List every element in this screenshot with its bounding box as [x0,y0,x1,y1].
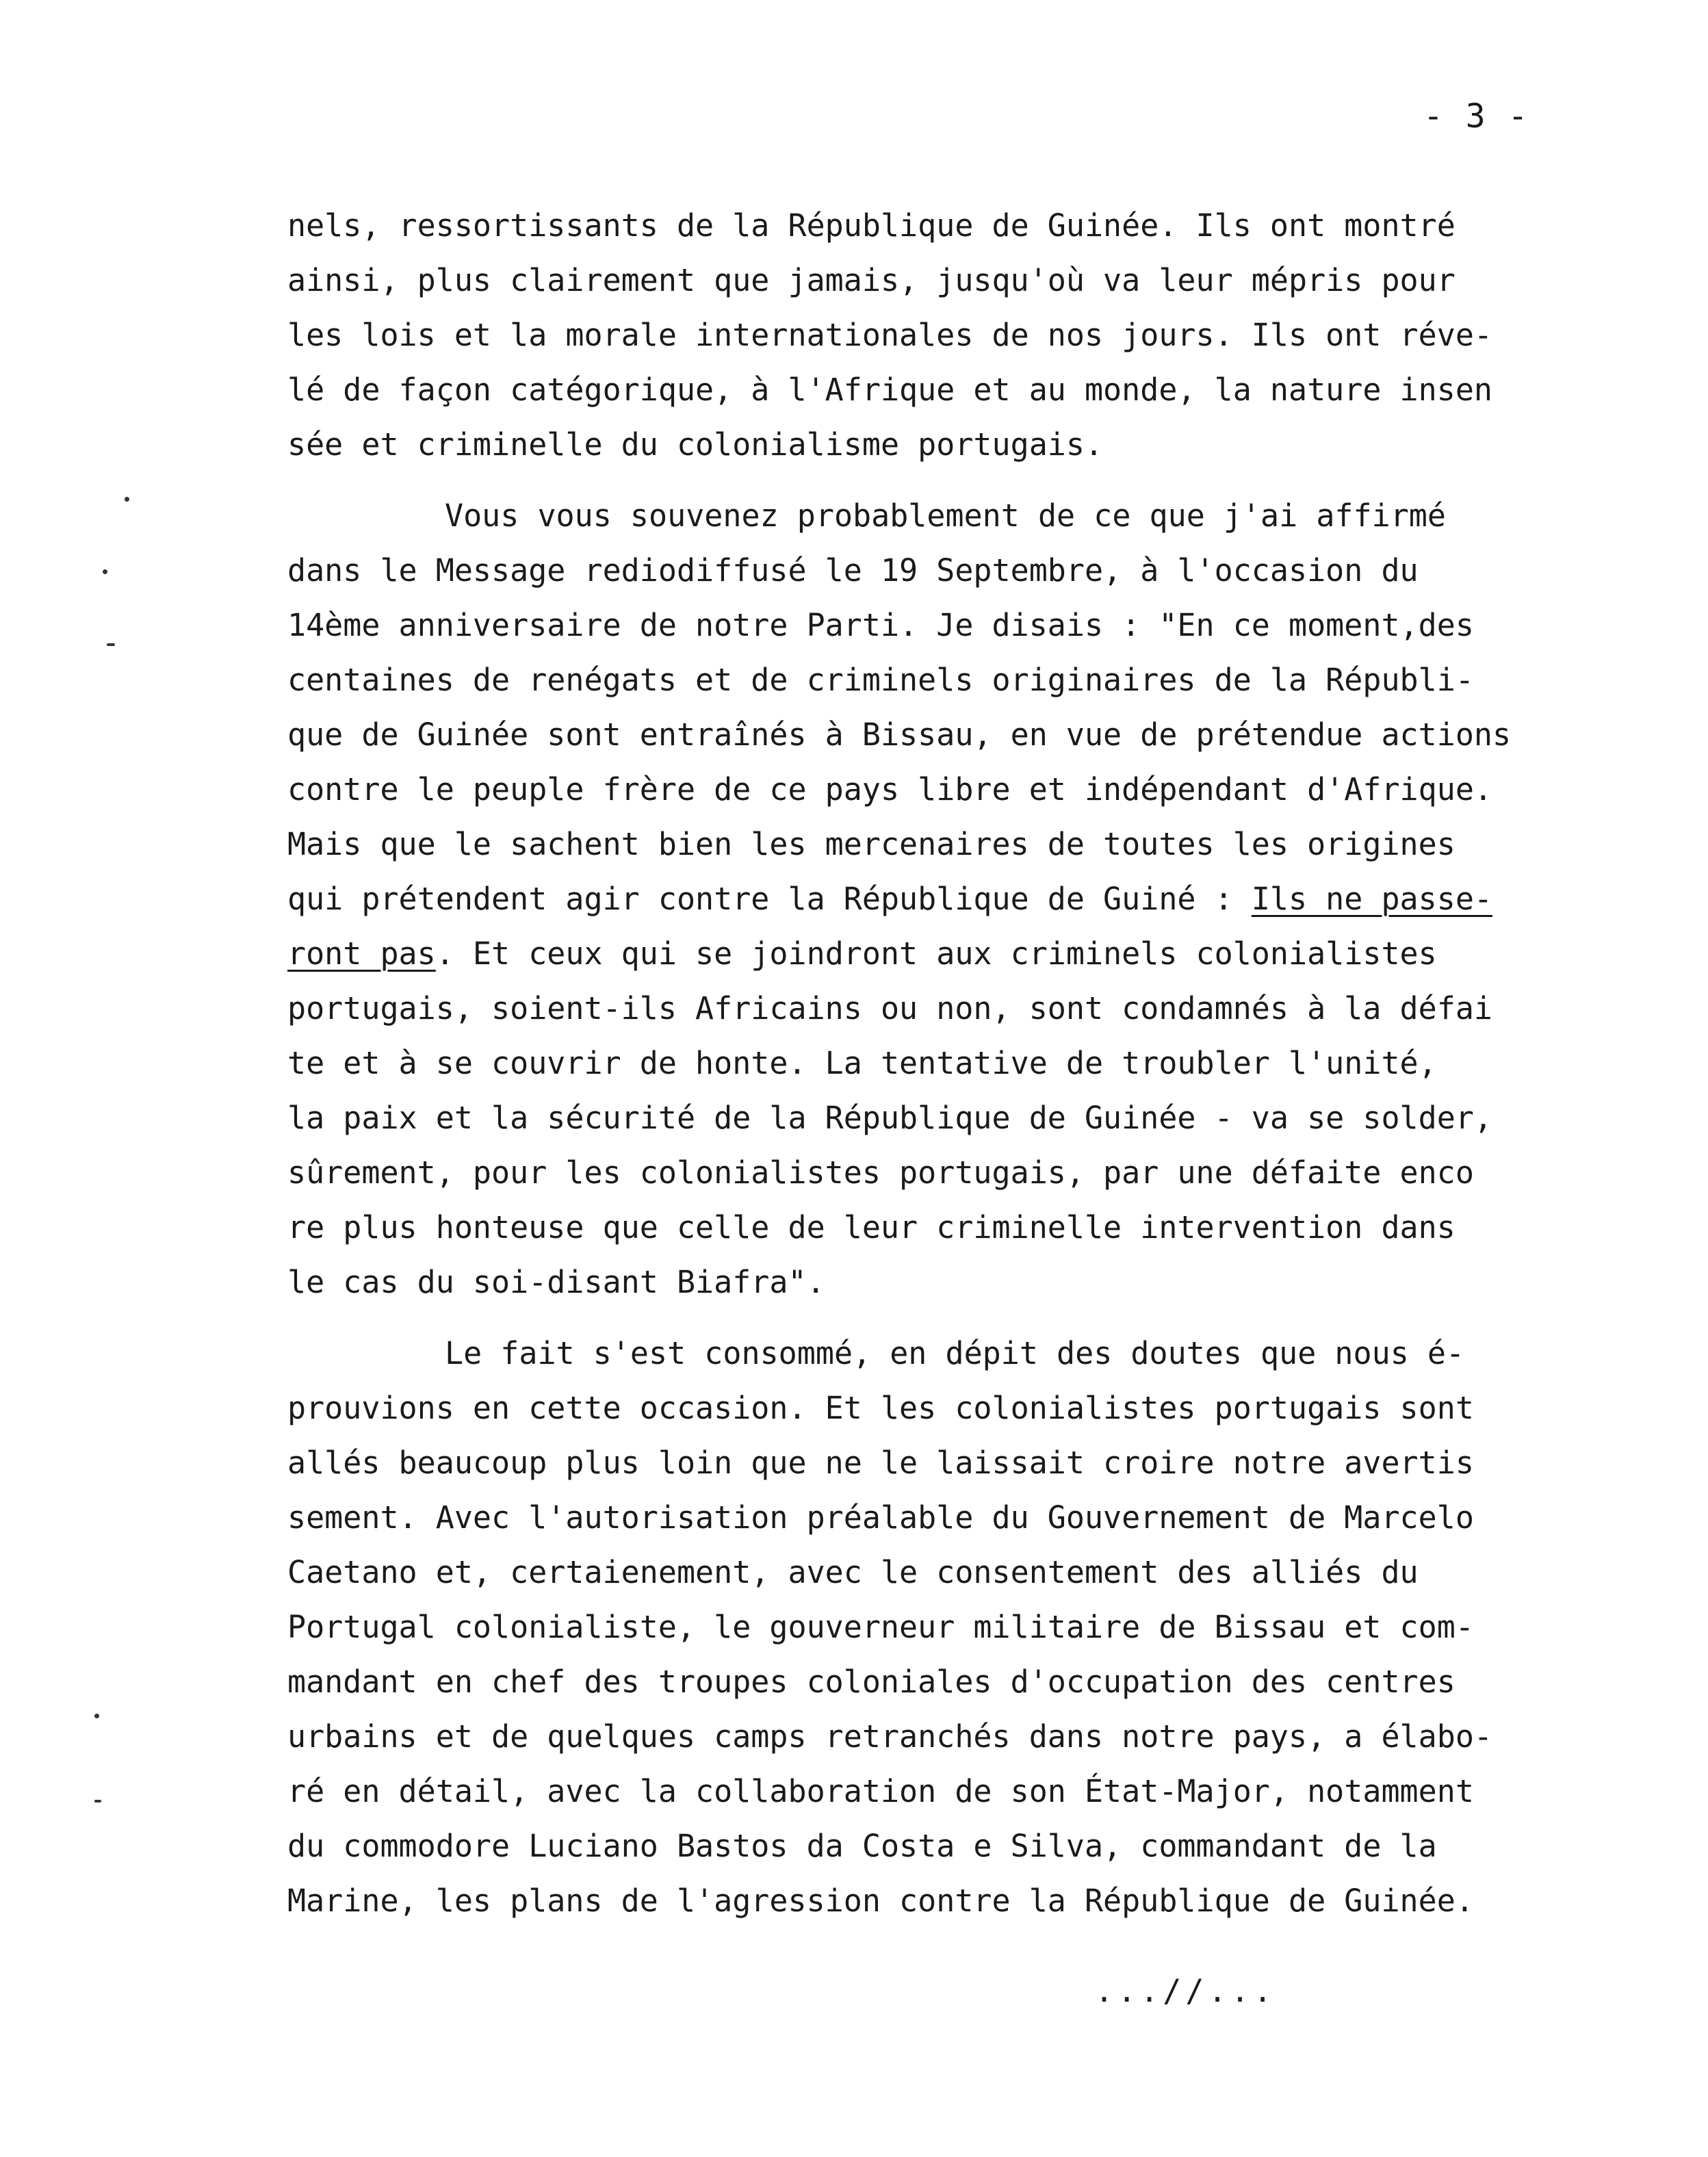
underlined-phrase: Ils ne passe- [1251,881,1493,917]
margin-speck [107,643,115,646]
text-line-with-underline: qui prétendent agir contre la République de Guiné : Ils ne passe- [287,881,1493,917]
text-line: mandant en chef des troupes coloniales d'occupation des centres [287,1664,1455,1700]
continuation-marker: ...//... [1095,1973,1276,2009]
paragraph-spacer [287,1310,1629,1326]
text-line: Vous vous souvenez probablement de ce que j'ai affirmé [445,498,1446,534]
text-line: ainsi, plus clairement que jamais, jusqu'où va leur mépris pour [287,262,1455,298]
text-line: ré en détail, avec la collaboration de son État-Major, notamment [287,1773,1474,1809]
text-line: 14ème anniversaire de notre Parti. Je disais : "En ce moment,des [287,607,1474,643]
text-line: Caetano et, certaienement, avec le consentement des alliés du [287,1554,1419,1590]
paragraph-3 [287,1326,1629,1928]
margin-speck [94,1800,101,1803]
margin-speck [125,497,129,502]
paragraph-2 [287,489,1629,1310]
text-line: urbains et de quelques camps retranchés dans notre pays, a élabo- [287,1718,1492,1755]
paragraph-spacer [287,472,1629,489]
text-line: sûrement, pour les colonialistes portugais, par une défaite enco [287,1154,1474,1191]
text-line: les lois et la morale internationales de nos jours. Ils ont réve- [287,317,1492,353]
margin-speck [103,569,107,574]
text-line: Marine, les plans de l'agression contre la République de Guinée. [287,1883,1474,1919]
text-line: la paix et la sécurité de la République de Guinée - va se solder, [287,1100,1492,1136]
text-line: Le fait s'est consommé, en dépit des doutes que nous é- [445,1335,1465,1371]
text-line: sée et criminelle du colonialisme portugais. [287,426,1104,463]
text-line: centaines de renégats et de criminels originaires de la Républi- [287,662,1474,698]
text-line: dans le Message rediodiffusé le 19 Septembre, à l'occasion du [287,552,1419,589]
text-line: le cas du soi-disant Biafra". [287,1264,825,1300]
text-line-with-underline: ront pas. Et ceux qui se joindront aux criminels colonialistes [287,935,1437,972]
text-line: re plus honteuse que celle de leur criminelle intervention dans [287,1209,1455,1245]
margin-speck [94,1714,99,1718]
page-number: - 3 - [1423,97,1529,135]
text-line: Mais que le sachent bien les mercenaires de toutes les origines [287,826,1455,862]
text-line: lé de façon catégorique, à l'Afrique et au monde, la nature insen [287,372,1492,408]
text-line: sement. Avec l'autorisation préalable du Gouvernement de Marcelo [287,1499,1474,1536]
text-line: te et à se couvrir de honte. La tentative de troubler l'unité, [287,1045,1437,1081]
text-line: prouvions en cette occasion. Et les colonialistes portugais sont [287,1390,1474,1426]
paragraph-1 [287,198,1629,472]
text-line: nels, ressortissants de la République de Guinée. Ils ont montré [287,207,1455,244]
body-text [287,198,1629,1928]
text-line: du commodore Luciano Bastos da Costa e Silva, commandant de la [287,1828,1437,1864]
text-line: Portugal colonialiste, le gouverneur militaire de Bissau et com- [287,1609,1474,1645]
text-line: contre le peuple frère de ce pays libre et indépendant d'Afrique. [287,771,1492,808]
underlined-phrase: ront pas [287,935,436,972]
text-line: que de Guinée sont entraînés à Bissau, en vue de prétendue actions [287,716,1512,753]
text-line: portugais, soient-ils Africains ou non, sont condamnés à la défai [287,990,1492,1026]
text-line: allés beaucoup plus loin que ne le laissait croire notre avertis [287,1445,1474,1481]
